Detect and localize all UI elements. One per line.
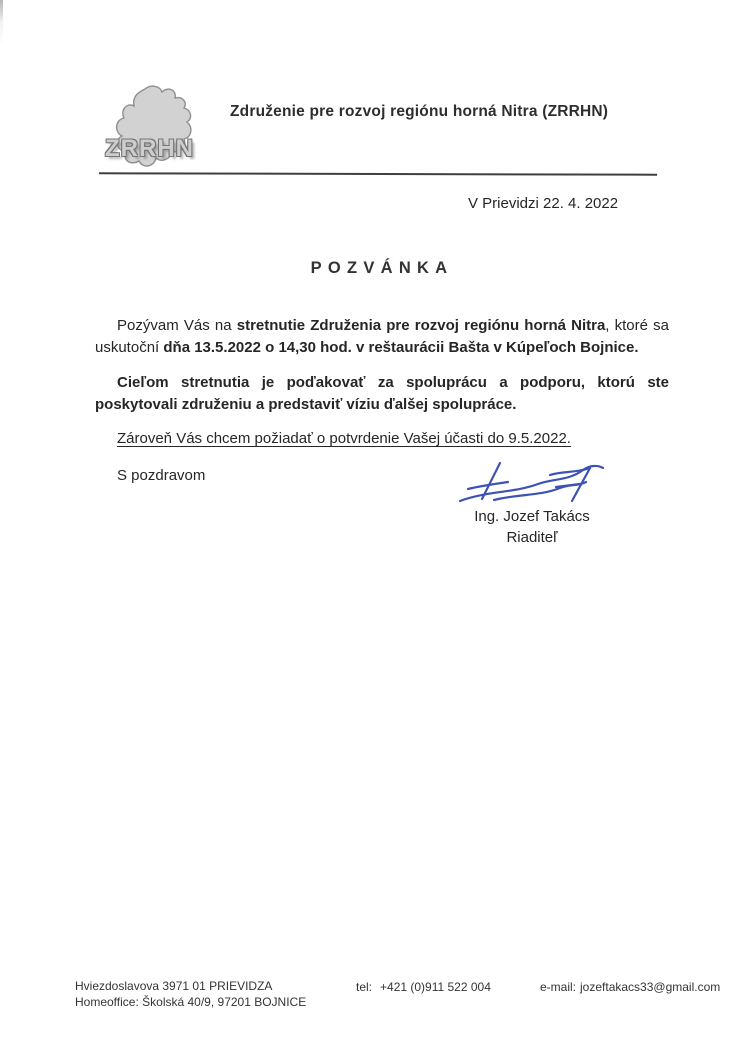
p1-text-bold-meeting: stretnutie Združenia pre rozvoj regiónu horná Nitra	[236, 317, 606, 334]
footer-email-label: e-mail:	[540, 980, 577, 994]
footer-email	[540, 979, 720, 995]
footer-telephone	[356, 979, 491, 995]
handwritten-signature-icon	[452, 453, 620, 509]
paragraph-rsvp-underlined: Zároveň Vás chcem požiadať o potvrdenie Vašej účasti do 9.5.2022.	[117, 430, 571, 447]
p1-text-regular: Pozývam Vás na	[117, 317, 237, 334]
signoff-text: S pozdravom	[117, 467, 206, 484]
footer-address-line2: Homeoffice: Školská 40/9, 97201 BOJNICE	[75, 995, 307, 1009]
place-date-line: V Prievidzi 22. 4. 2022	[468, 195, 619, 212]
p1-text-bold-datetime-place: dňa 13.5.2022 o 14,30 hod. v reštaurácii Bašta v Kúpeľoch Bojnice.	[163, 339, 639, 356]
p1-text-regular-2: , ktoré sa uskutoční	[95, 317, 669, 356]
organization-title: Združenie pre rozvoj regiónu horná Nitra (ZRRHN)	[230, 103, 609, 120]
document-title: POZVÁNKA	[310, 259, 454, 277]
footer-tel-label: tel:	[356, 980, 373, 994]
organization-logo	[103, 83, 215, 177]
signer-name: Ing. Jozef Takács	[474, 508, 590, 525]
paragraph-purpose: Cieľom stretnutia je poďakovať za spoluprácu a podporu, ktorú ste poskytovali združeniu a predstaviť víziu ďalšej spolupráce.	[95, 374, 669, 413]
footer-address	[75, 978, 306, 1010]
scan-edge-artifact	[0, 0, 3, 46]
logo-text: ZRRHN	[105, 135, 194, 162]
signer-role: Riaditeľ	[506, 529, 558, 546]
paragraph-invitation	[95, 315, 669, 359]
signature-block	[448, 506, 616, 548]
footer-address-line1: Hviezdoslavova 3971 01 PRIEVIDZA	[75, 979, 273, 993]
footer-email-value: jozeftakacs33@gmail.com	[580, 980, 721, 994]
footer-tel-value: +421 (0)911 522 004	[380, 980, 491, 994]
